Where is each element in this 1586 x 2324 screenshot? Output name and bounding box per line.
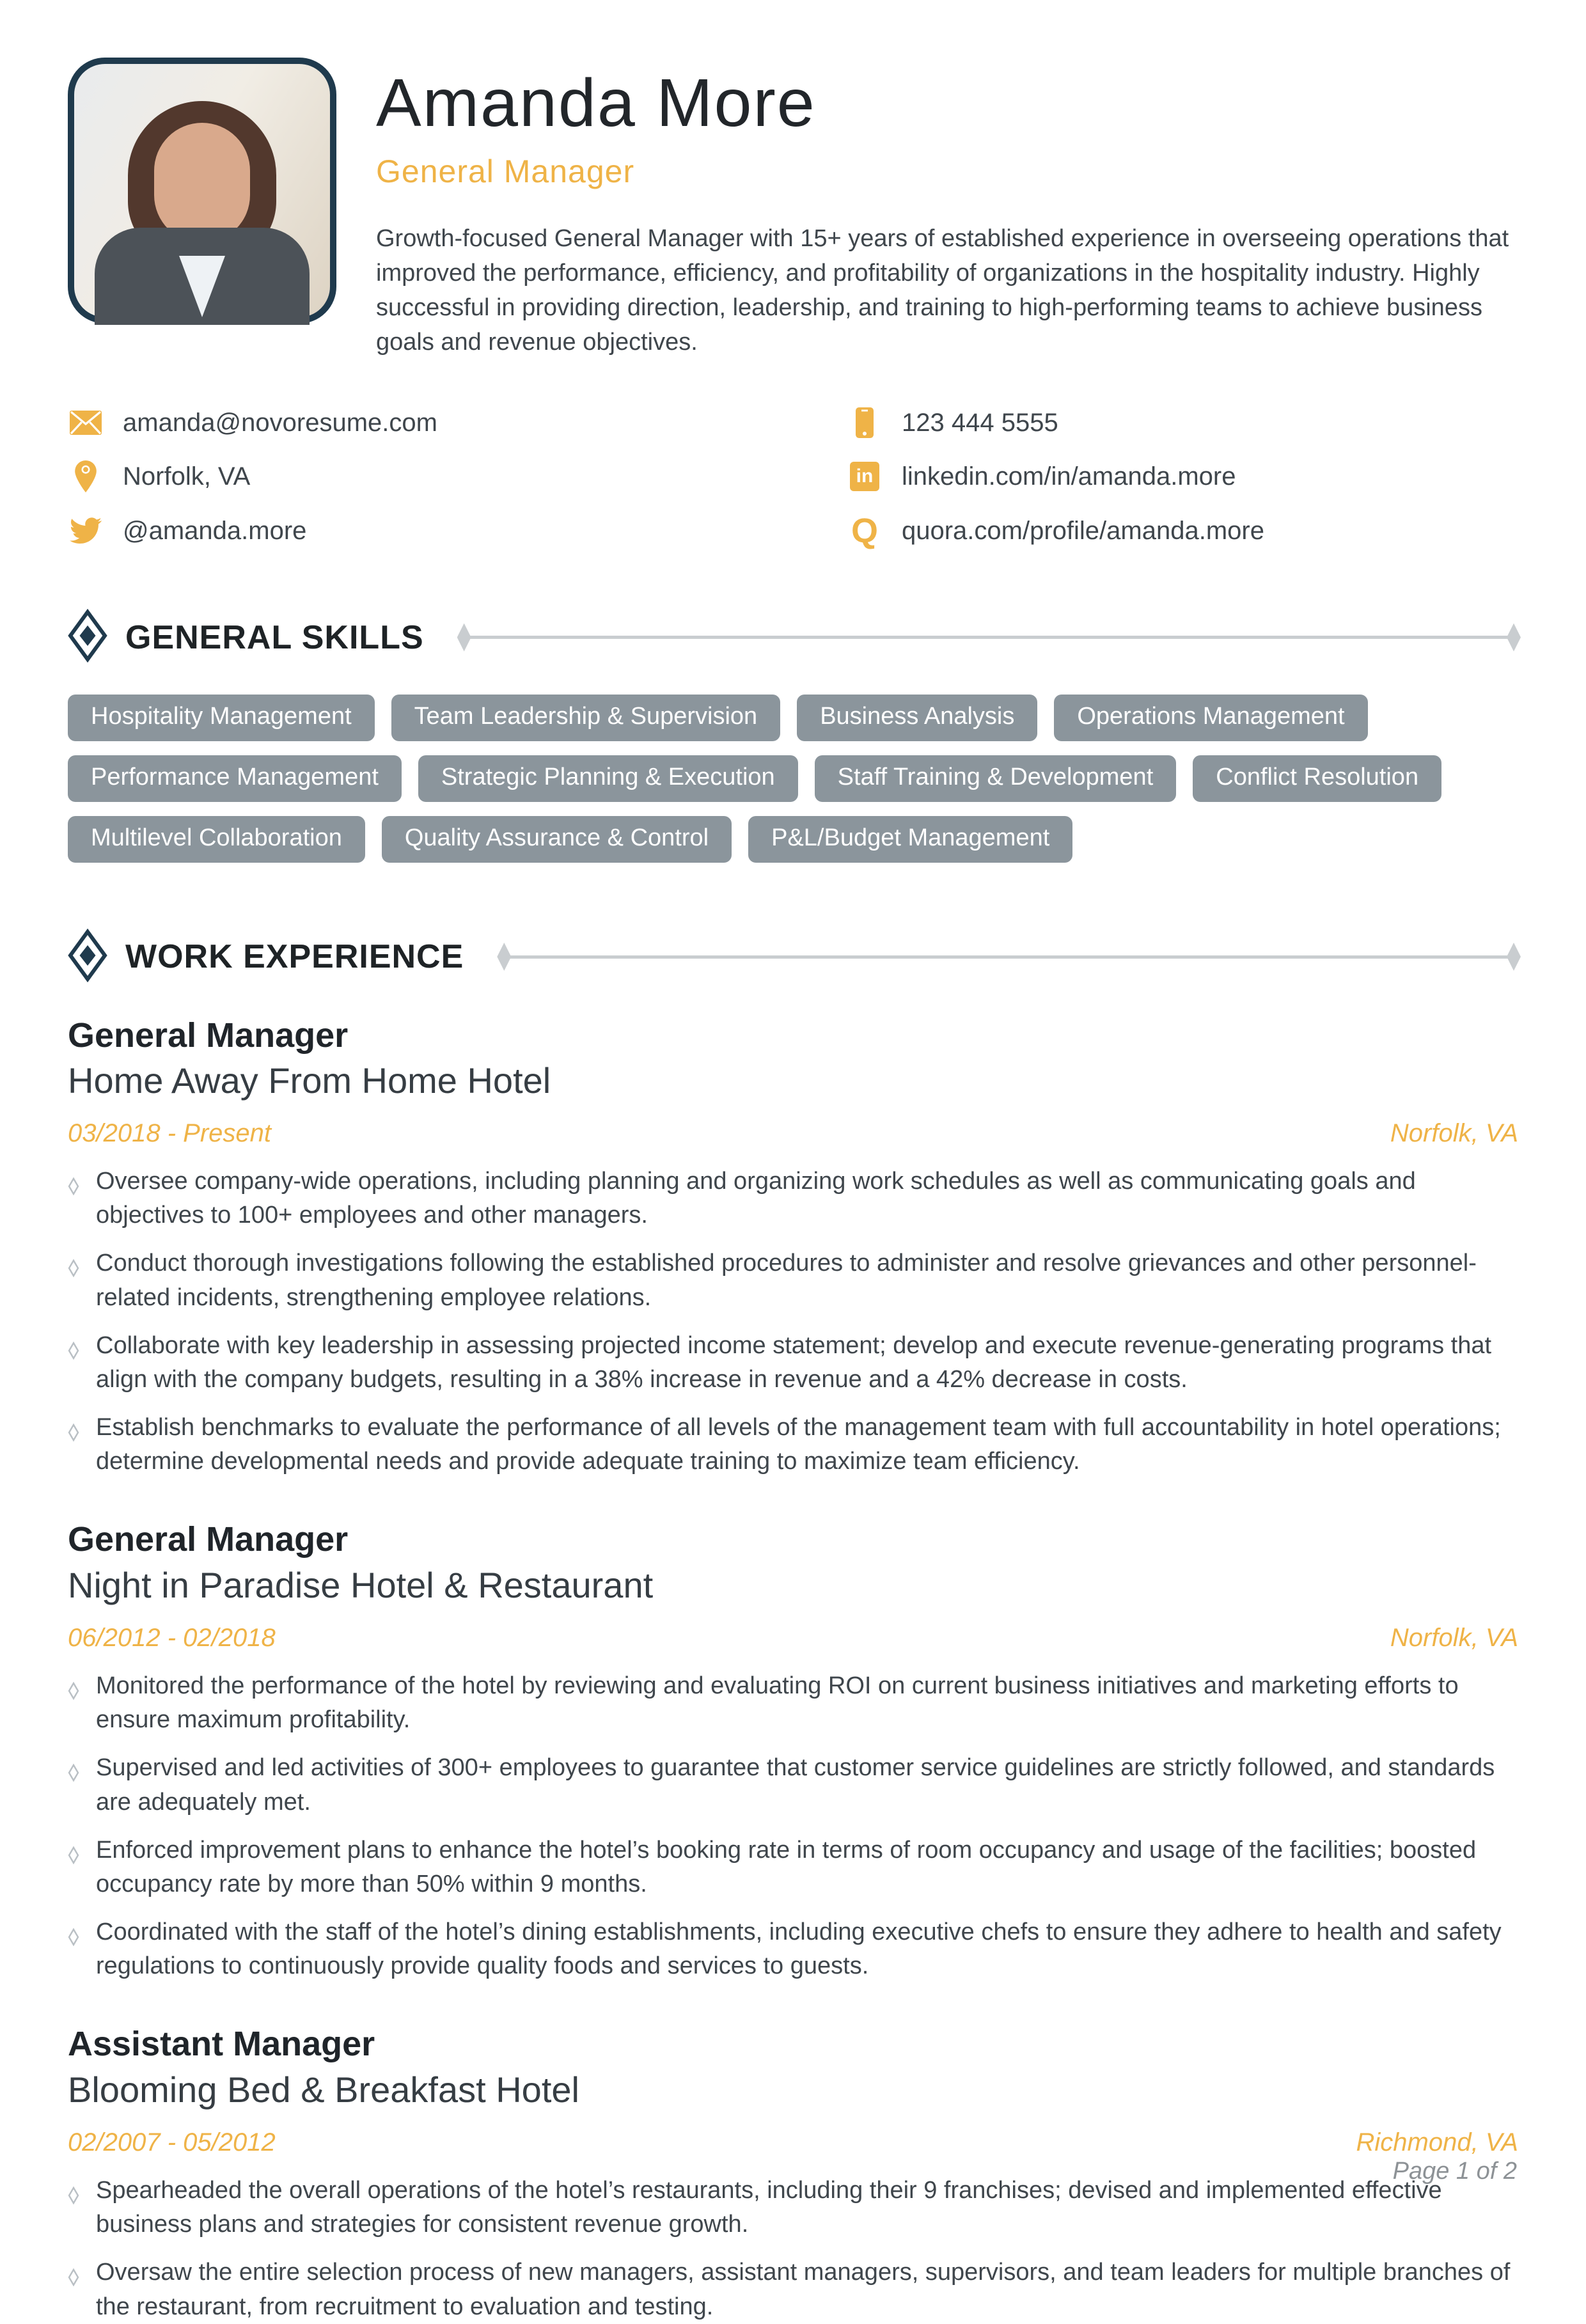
job-company: Blooming Bed & Breakfast Hotel — [68, 2069, 579, 2110]
job-meta — [68, 1624, 1518, 1653]
work-experience-heading — [0, 929, 1586, 985]
profile-summary: Growth-focused General Manager with 15+ years of established experience in overseeing operations that improved the performance, efficiency, and profitability of organizations in the hospitality industry. Highly successful in providing direction, leadership, and training to high-performing teams to achieve business goals and revenue objectives. — [376, 225, 1509, 356]
skill-pill: Performance Management — [68, 755, 402, 802]
bullet-item — [68, 1165, 1518, 1232]
diamond-bullet-icon — [68, 2180, 79, 2242]
bullet-item — [68, 1329, 1518, 1397]
contact-phone[interactable] — [847, 406, 1518, 439]
job-bullets — [68, 1165, 1518, 1479]
phone-icon — [847, 407, 883, 439]
bullet-item — [68, 1669, 1518, 1737]
person-job-title: General Manager — [376, 153, 635, 190]
contact-twitter[interactable] — [68, 514, 847, 548]
profile-photo — [68, 58, 336, 324]
contact-email[interactable] — [68, 406, 847, 439]
skill-pill: Quality Assurance & Control — [382, 816, 732, 863]
person-name: Amanda More — [376, 65, 816, 141]
skill-pill: Business Analysis — [797, 695, 1037, 741]
linkedin-icon: in — [847, 462, 883, 491]
bullet-text: Spearheaded the overall operations of the hotel’s restaurants, including their 9 franchises; devised and implemented effective business plans and strategies for consistent revenue growth. — [96, 2176, 1442, 2238]
bullet-item — [68, 2256, 1518, 2323]
job-bullets — [68, 2174, 1518, 2324]
skill-pill: P&L/Budget Management — [748, 816, 1072, 863]
skill-pill: Conflict Resolution — [1193, 755, 1441, 802]
contact-phone-text: 123 444 5555 — [902, 408, 1058, 437]
contact-twitter-text: @amanda.more — [123, 516, 307, 545]
contact-location-text: Norfolk, VA — [123, 462, 251, 491]
job-dates: 02/2007 - 05/2012 — [68, 2128, 276, 2156]
bullet-item — [68, 1751, 1518, 1819]
job-dates: 03/2018 - Present — [68, 1119, 271, 1147]
contact-linkedin[interactable] — [847, 460, 1518, 493]
diamond-bullet-icon — [68, 2262, 79, 2323]
section-rule — [460, 624, 1518, 652]
contact-section — [0, 406, 1586, 551]
job-title: Assistant Manager — [68, 2025, 375, 2064]
job-dates: 06/2012 - 02/2018 — [68, 1623, 276, 1652]
header-text — [376, 58, 1518, 360]
bullet-text: Oversee company-wide operations, including planning and organizing work schedules as well as communicating goals and objectives to 100+ employees and other managers. — [96, 1167, 1416, 1229]
skill-pill: Team Leadership & Supervision — [391, 695, 781, 741]
header — [0, 0, 1586, 360]
diamond-bullet-icon — [68, 1757, 79, 1819]
bullet-item — [68, 1411, 1518, 1479]
bullet-item — [68, 1833, 1518, 1901]
skill-pill: Staff Training & Development — [815, 755, 1177, 802]
skill-pill: Strategic Planning & Execution — [418, 755, 798, 802]
diamond-bullet-icon — [68, 1335, 79, 1397]
section-rule — [499, 943, 1518, 971]
bullet-text: Coordinated with the staff of the hotel’s dining establishments, including executive chefs to ensure they adhere to health and safety regulations to continuously provide quality foods and services to guests. — [96, 1919, 1502, 1980]
bullet-text: Monitored the performance of the hotel by reviewing and evaluating ROI on current business initiatives and marketing efforts to ensure maximum profitability. — [96, 1672, 1459, 1734]
page-number: Page 1 of 2 — [1392, 2158, 1517, 2185]
diamond-bullet-icon — [68, 1253, 79, 1314]
diamond-bullet-icon — [68, 1676, 79, 1737]
section-diamond-icon — [68, 609, 107, 665]
skill-pill: Operations Management — [1054, 695, 1367, 741]
job-company: Home Away From Home Hotel — [68, 1060, 551, 1101]
bullet-item — [68, 1246, 1518, 1314]
job-entry — [0, 1016, 1586, 1479]
skill-pill: Multilevel Collaboration — [68, 816, 365, 863]
diamond-bullet-icon — [68, 1922, 79, 1983]
job-meta — [68, 1119, 1518, 1148]
job-title: General Manager — [68, 1520, 349, 1559]
diamond-bullet-icon — [68, 1171, 79, 1232]
bullet-text: Oversaw the entire selection process of new managers, assistant managers, supervisors, and team leaders for multiple branches of the restaurant, from recruitment to evaluation and testing. — [96, 2259, 1511, 2320]
contact-quora-text: quora.com/profile/amanda.more — [902, 516, 1264, 545]
contact-location — [68, 460, 847, 493]
email-icon — [68, 410, 104, 436]
job-meta — [68, 2128, 1518, 2157]
diamond-bullet-icon — [68, 1417, 79, 1479]
bullet-item — [68, 2174, 1518, 2242]
section-diamond-icon — [68, 929, 107, 985]
job-entry — [0, 1519, 1586, 1983]
bullet-text: Enforced improvement plans to enhance the hotel’s booking rate in terms of room occupancy and usage of the facilities; boosted occupancy rate by more than 50% within 9 months. — [96, 1836, 1477, 1897]
contact-quora[interactable] — [847, 512, 1518, 551]
job-entry — [0, 2024, 1586, 2323]
bullet-text: Establish benchmarks to evaluate the performance of all levels of the management team with full accountability in hotel operations; determine developmental needs and provide adequate training to maximize team efficiency. — [96, 1414, 1501, 1475]
section-title-experience: WORK EXPERIENCE — [125, 938, 464, 975]
job-location: Richmond, VA — [1356, 2128, 1518, 2156]
bullet-text: Conduct thorough investigations following the established procedures to administer and resolve grievances and other personnel-related incidents, strengthening employee relations. — [96, 1250, 1477, 1311]
job-company: Night in Paradise Hotel & Restaurant — [68, 1564, 654, 1605]
twitter-icon — [68, 517, 104, 544]
location-pin-icon — [68, 460, 104, 493]
job-location: Norfolk, VA — [1390, 1119, 1518, 1147]
contact-linkedin-text: linkedin.com/in/amanda.more — [902, 462, 1236, 491]
job-location: Norfolk, VA — [1390, 1623, 1518, 1652]
job-bullets — [68, 1669, 1518, 1984]
skills-pill-list — [0, 695, 1586, 862]
photo-placeholder-face — [154, 123, 250, 243]
skill-pill: Hospitality Management — [68, 695, 375, 741]
section-title-skills: GENERAL SKILLS — [125, 618, 424, 656]
diamond-bullet-icon — [68, 1840, 79, 1901]
bullet-item — [68, 1915, 1518, 1983]
job-title: General Manager — [68, 1016, 349, 1055]
general-skills-heading — [0, 609, 1586, 665]
bullet-text: Supervised and led activities of 300+ employees to guarantee that customer service guidelines are strictly followed, and standards are adequately met. — [96, 1754, 1495, 1816]
contact-email-text: amanda@novoresume.com — [123, 408, 437, 437]
bullet-text: Collaborate with key leadership in assessing projected income statement; develop and execute revenue-generating programs that align with the company budgets, resulting in a 38% increase in revenue and a 42% decrease in costs. — [96, 1331, 1492, 1393]
quora-icon: Q — [851, 512, 878, 551]
